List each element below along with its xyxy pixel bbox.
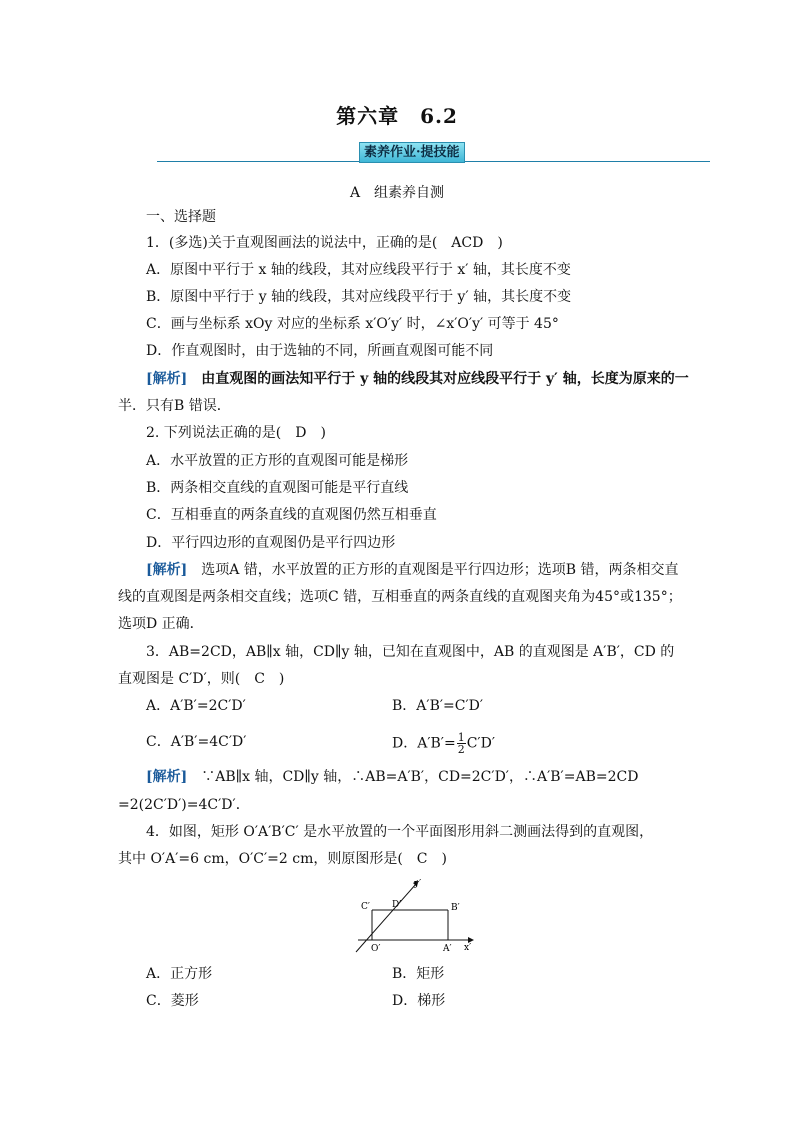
question-4-option-d: D．梯形: [392, 993, 446, 1009]
label-y: y′: [414, 879, 422, 889]
y-axis: [356, 884, 416, 952]
question-1-analysis-cont: 半．只有B 错误．: [118, 398, 231, 414]
question-1-option-a: A．原图中平行于 x 轴的线段，其对应线段平行于 x′ 轴，其长度不变: [146, 262, 571, 278]
question-3-option-c: C．A′B′=4C′D′: [146, 734, 247, 750]
label-b: B′: [451, 903, 460, 913]
question-3-stem-cont: 直观图是 C′D′，则( C ): [118, 671, 285, 687]
question-4-option-b: B．矩形: [392, 966, 445, 982]
fraction-one-half: [457, 732, 466, 755]
question-2-analysis: [146, 560, 679, 580]
question-1-option-b: B．原图中平行于 y 轴的线段，其对应线段平行于 y′ 轴，其长度不变: [146, 289, 572, 305]
label-c: C′: [361, 902, 370, 912]
question-4-option-c: C．菱形: [146, 993, 199, 1009]
question-2-analysis-end: 选项D 正确．: [118, 616, 204, 632]
section-heading: 一、选择题: [146, 209, 216, 225]
question-1-stem: 1．(多选)关于直观图画法的说法中，正确的是( ACD ): [146, 235, 503, 251]
question-2-option-a: A．水平放置的正方形的直观图可能是梯形: [146, 453, 409, 469]
question-3-stem: 3．AB=2CD，AB∥x 轴，CD∥y 轴，已知在直观图中，AB 的直观图是 A′B′，CD 的: [146, 644, 675, 660]
question-4-option-a: A．正方形: [146, 966, 213, 982]
question-2-option-b: B．两条相交直线的直观图可能是平行直线: [146, 480, 409, 496]
label-x: x′: [464, 943, 472, 953]
question-3-option-d: [392, 732, 495, 755]
label-d: D′: [392, 900, 402, 910]
analysis-text: 由直观图的画法知平行于 y 轴的线段其对应线段平行于 y′ 轴，长度为原来的一: [187, 371, 689, 387]
label-o: O′: [371, 944, 381, 954]
label-a: A′: [443, 944, 452, 954]
section-banner: 素养作业·提技能: [359, 142, 465, 163]
question-3-option-b: B．A′B′=C′D′: [392, 698, 484, 714]
question-4-stem: 4．如图，矩形 O′A′B′C′ 是水平放置的一个平面图形用斜二测画法得到的直观图，: [146, 824, 654, 840]
question-3-analysis: [146, 767, 638, 787]
chapter-title: 第六章 6.2: [336, 104, 458, 128]
question-2-option-d: D．平行四边形的直观图仍是平行四边形: [146, 535, 396, 551]
question-4-stem-cont: 其中 O′A′=6 cm，O′C′=2 cm，则原图形是( C ): [118, 851, 447, 867]
question-3-option-a: A．A′B′=2C′D′: [146, 698, 246, 714]
question-2-analysis-cont: 线的直观图是两条相交直线；选项C 错，互相垂直的两条直线的直观图夹角为45°或135°；: [118, 589, 682, 605]
question-2-stem: 2. 下列说法正确的是( D ): [146, 425, 326, 441]
analysis-tag: [解析]: [146, 769, 188, 785]
question-3-analysis-cont: =2(2C′D′)=4C′D′．: [118, 797, 250, 813]
question-1-option-d: D．作直观图时，由于选轴的不同，所画直观图可能不同: [146, 343, 494, 359]
question-1-analysis: [146, 369, 689, 389]
oblique-rectangle-figure: [350, 874, 480, 956]
analysis-text: ∵AB∥x 轴，CD∥y 轴，∴AB=A′B′，CD=2C′D′，∴A′B′=AB=2CD: [187, 769, 639, 785]
option-d-suffix: C′D′: [466, 735, 496, 752]
question-2-option-c: C．互相垂直的两条直线的直观图仍然互相垂直: [146, 507, 437, 523]
analysis-text: 选项A 错，水平放置的正方形的直观图是平行四边形；选项B 错，两条相交直: [187, 562, 679, 578]
fraction-denominator: 2: [457, 743, 465, 756]
fraction-numerator: 1: [457, 731, 465, 744]
analysis-tag: [解析]: [146, 371, 188, 387]
group-heading: A 组素养自测: [349, 185, 445, 201]
question-1-option-c: C．画与坐标系 xOy 对应的坐标系 x′O′y′ 时，∠x′O′y′ 可等于 45°: [146, 316, 559, 332]
analysis-tag: [解析]: [146, 562, 188, 578]
option-d-prefix: D．A′B′=: [392, 735, 456, 752]
